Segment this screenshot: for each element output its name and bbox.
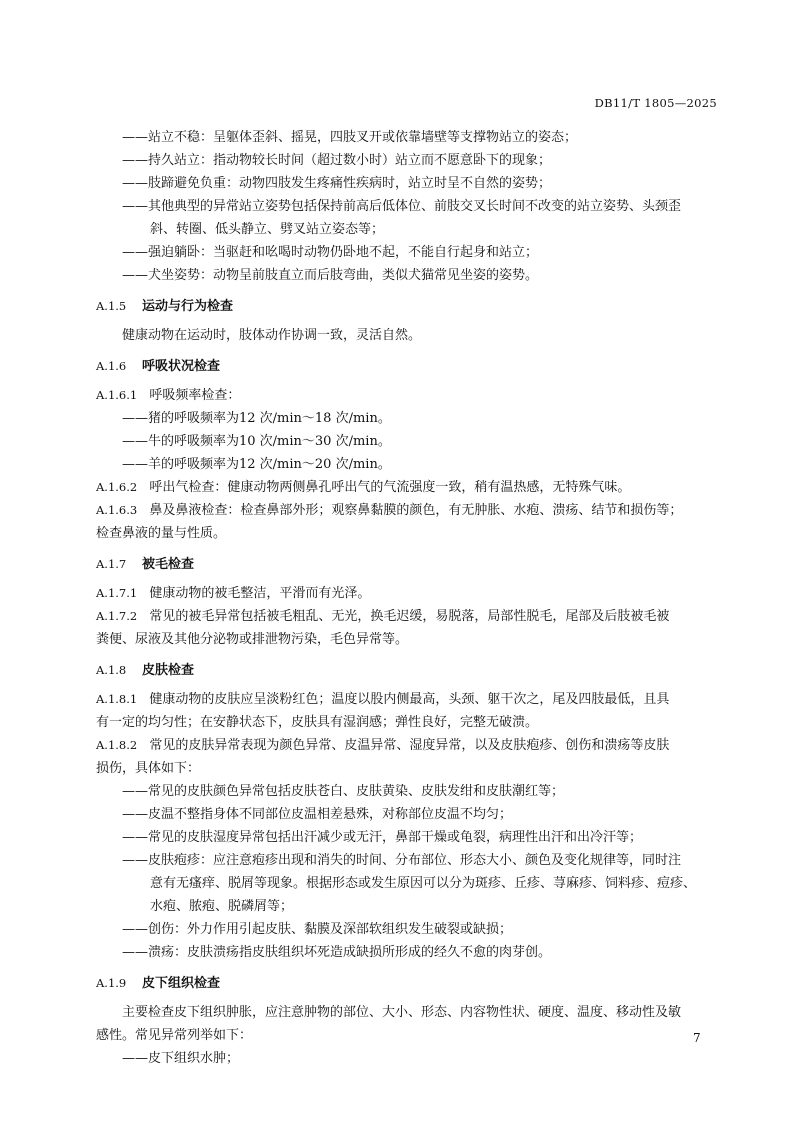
list-item: ——常见的皮肤湿度异常包括出汗减少或无汗，鼻部干燥或龟裂，病理性出汗和出冷汗等；: [122, 830, 643, 845]
clause-text: 呼出气检查：健康动物两侧鼻孔呼出气的气流强度一致，稍有温热感，无特殊气味。: [149, 480, 631, 495]
list-item: ——常见的皮肤颜色异常包括皮肤苍白、皮肤黄染、皮肤发绀和皮肤潮红等；: [122, 784, 565, 799]
page-content: [96, 126, 718, 1070]
section-heading-a17: [96, 553, 718, 576]
clause-text: 健康动物的被毛整洁，平滑而有光泽。: [149, 586, 371, 601]
section-heading-a19: [96, 972, 718, 995]
list-item: ——皮下组织水肿；: [122, 1051, 240, 1066]
clause-number: A.1.6.3: [96, 503, 138, 517]
list-item-continuation: 水疱、脓疱、脱磷屑等；: [150, 899, 294, 914]
clause: [96, 499, 718, 522]
clause-number: A.1.6.1: [96, 388, 138, 402]
section-number: A.1.6: [96, 359, 127, 373]
list-item: ——溃疡：皮肤溃疡指皮肤组织坏死造成缺损所形成的经久不愈的肉芽创。: [122, 945, 552, 960]
section-number: A.1.5: [96, 299, 127, 313]
clause-number: A.1.8.1: [96, 692, 138, 706]
section-title: 运动与行为检查: [142, 299, 234, 314]
section-heading-a18: [96, 659, 718, 682]
clause-text: 常见的皮肤异常表现为颜色异常、皮温异常、湿度异常，以及皮肤疱疹、创伤和溃疡等皮肤: [149, 738, 670, 753]
clause-number: A.1.7.2: [96, 609, 138, 623]
list-item: ——持久站立：指动物较长时间（超过数小时）站立而不愿意卧下的现象；: [122, 153, 552, 168]
section-title: 被毛检查: [142, 557, 195, 572]
clause-text: 健康动物的皮肤应呈淡粉红色；温度以股内侧最高，头颈、躯干次之，尾及四肢最低，且具: [149, 692, 670, 707]
clause-number: A.1.7.1: [96, 586, 138, 600]
list-item: ——牛的呼吸频率为10 次/min～30 次/min。: [122, 434, 391, 449]
clause-number: A.1.6.2: [96, 480, 138, 494]
list-item: ——其他典型的异常站立姿势包括保持前高后低体位、前肢交叉长时间不改变的站立姿势、头颈歪: [122, 199, 682, 214]
list-item: ——猪的呼吸频率为12 次/min～18 次/min。: [122, 411, 391, 426]
clause-text: 呼吸频率检查：: [149, 388, 241, 403]
clause-continuation: 损伤，具体如下：: [96, 761, 201, 776]
section-title: 呼吸状况检查: [142, 359, 221, 374]
list-item: ——肢蹄避免负重：动物四肢发生疼痛性疾病时，站立时呈不自然的姿势；: [122, 176, 552, 191]
list-item: ——羊的呼吸频率为12 次/min～20 次/min。: [122, 457, 391, 472]
clause: [96, 605, 718, 628]
section-number: A.1.8: [96, 663, 127, 677]
paragraph: 健康动物在运动时，肢体动作协调一致，灵活自然。: [122, 328, 422, 343]
clause: [96, 384, 718, 407]
clause-continuation: 粪便、尿液及其他分泌物或排泄物污染，毛色异常等。: [96, 632, 409, 647]
clause-continuation: 有一定的均匀性；在安静状态下，皮肤具有湿润感；弹性良好，完整无破溃。: [96, 715, 539, 730]
paragraph: 主要检查皮下组织肿胀，应注意肿物的部位、大小、形态、内容物性状、硬度、温度、移动性及敏: [122, 1005, 682, 1020]
clause-number: A.1.8.2: [96, 738, 138, 752]
section-number: A.1.7: [96, 557, 127, 571]
list-item-continuation: 意有无瘙痒、脱屑等现象。根据形态或发生原因可以分为斑疹、丘疹、荨麻疹、饲料疹、痘疹、: [150, 876, 697, 891]
clause: [96, 688, 718, 711]
paragraph-continuation: 感性。常见异常列举如下：: [96, 1028, 253, 1043]
section-heading-a16: [96, 355, 718, 378]
list-item: ——皮温不整指身体不同部位皮温相差悬殊，对称部位皮温不均匀；: [122, 807, 513, 822]
clause-text: 常见的被毛异常包括被毛粗乱、无光，换毛迟缓，易脱落，局部性脱毛，尾部及后肢被毛被: [149, 609, 670, 624]
clause: [96, 476, 718, 499]
list-item-continuation: 斜、转圈、低头静立、劈叉站立姿态等；: [150, 222, 385, 237]
section-title: 皮下组织检查: [142, 976, 221, 991]
clause: [96, 734, 718, 757]
section-number: A.1.9: [96, 976, 127, 990]
clause: [96, 582, 718, 605]
list-item: ——创伤：外力作用引起皮肤、黏膜及深部软组织发生破裂或缺损；: [122, 922, 513, 937]
list-item: ——站立不稳：呈躯体歪斜、摇晃，四肢叉开或依靠墙壁等支撑物站立的姿态；: [122, 130, 578, 145]
clause-continuation: 检查鼻液的量与性质。: [96, 526, 227, 541]
section-heading-a15: [96, 295, 718, 318]
list-item: ——强迫躺卧：当驱赶和吆喝时动物仍卧地不起，不能自行起身和站立；: [122, 245, 539, 260]
page-number: 7: [693, 1031, 701, 1045]
section-title: 皮肤检查: [142, 663, 195, 678]
list-item: ——皮肤疱疹：应注意疱疹出现和消失的时间、分布部位、形态大小、颜色及变化规律等，同时注: [122, 853, 682, 868]
clause-text: 鼻及鼻液检查：检查鼻部外形；观察鼻黏膜的颜色，有无肿胀、水疱、溃疡、结节和损伤等；: [149, 503, 683, 518]
list-item: ——犬坐姿势：动物呈前肢直立而后肢弯曲，类似犬猫常见坐姿的姿势。: [122, 268, 539, 283]
document-code: DB11/T 1805—2025: [594, 96, 717, 110]
